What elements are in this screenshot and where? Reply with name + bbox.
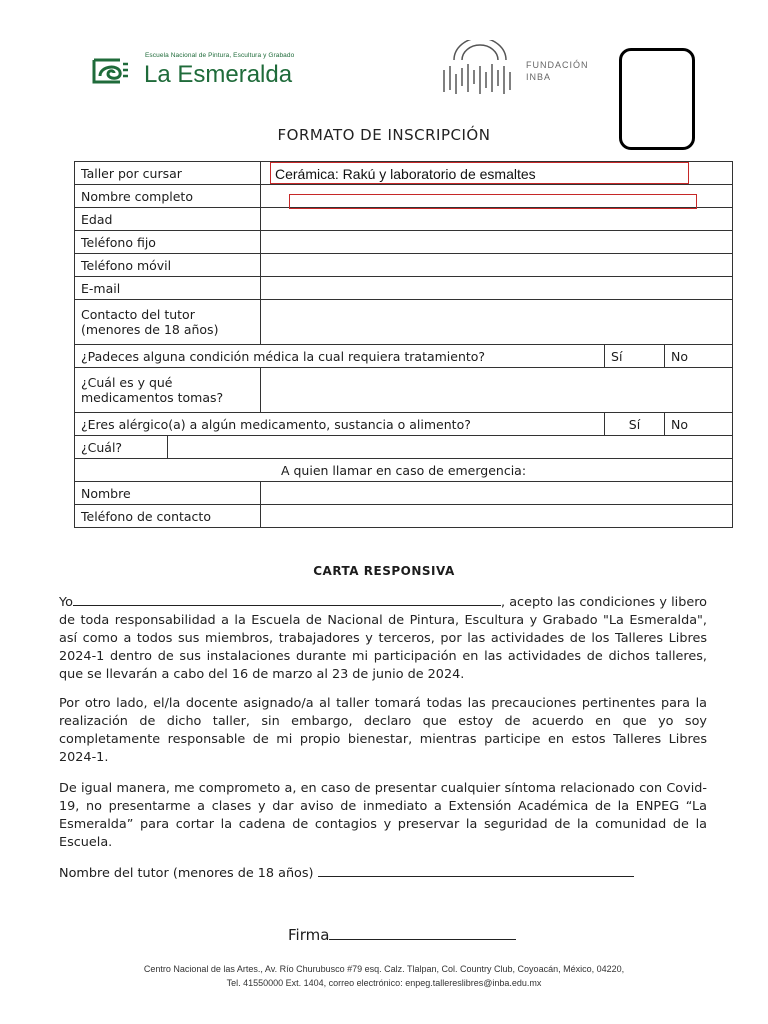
taller-label: Taller por cursar bbox=[75, 162, 261, 185]
row-em-nombre bbox=[75, 482, 733, 505]
row-cual bbox=[75, 436, 733, 459]
yo-label: Yo bbox=[59, 595, 73, 610]
email-label: E-mail bbox=[75, 277, 261, 300]
form-title: FORMATO DE INSCRIPCIÓN bbox=[277, 126, 491, 144]
edad-label: Edad bbox=[75, 208, 261, 231]
alergico-question: ¿Eres alérgico(a) a algún medicamento, sustancia o alimento? bbox=[75, 413, 605, 436]
esmeralda-logo bbox=[90, 48, 320, 96]
edad-field[interactable] bbox=[261, 208, 733, 231]
carta-title: CARTA RESPONSIVA bbox=[313, 564, 455, 578]
firma-row bbox=[288, 925, 516, 944]
inba-label: INBA bbox=[526, 72, 552, 82]
alergico-no-option[interactable]: No bbox=[665, 413, 733, 436]
firma-label: Firma bbox=[288, 926, 330, 944]
taller-input[interactable]: Cerámica: Rakú y laboratorio de esmaltes bbox=[270, 162, 689, 184]
condicion-si-option[interactable]: Sí bbox=[605, 345, 665, 368]
row-tutor bbox=[75, 300, 733, 345]
condicion-no-option[interactable]: No bbox=[665, 345, 733, 368]
inba-building-icon bbox=[440, 40, 520, 96]
tutor-name-line[interactable] bbox=[318, 864, 634, 877]
em-nombre-field[interactable] bbox=[261, 482, 733, 505]
condicion-question: ¿Padeces alguna condición médica la cual requiera tratamiento? bbox=[75, 345, 605, 368]
cual-label: ¿Cuál? bbox=[75, 436, 168, 459]
alergico-si-option[interactable]: Sí bbox=[605, 413, 665, 436]
em-telefono-label: Teléfono de contacto bbox=[75, 505, 261, 528]
tutor-contact-label: Contacto del tutor (menores de 18 años) bbox=[75, 300, 261, 345]
row-medicamentos bbox=[75, 368, 733, 413]
cual-field[interactable] bbox=[168, 436, 733, 459]
footer-contact: Tel. 41550000 Ext. 1404, correo electrónico: enpeg.tallereslibres@inba.edu.mx bbox=[226, 978, 542, 988]
tel-movil-label: Teléfono móvil bbox=[75, 254, 261, 277]
row-email bbox=[75, 277, 733, 300]
emergencia-heading: A quien llamar en caso de emergencia: bbox=[75, 459, 733, 482]
carta-paragraph-2: Por otro lado, el/la docente asignado/a al taller tomará todas las precauciones pertinentes para la realización de dicho taller, sin embargo, declaro que estoy de acuerdo en que yo soy completamente responsable de mi propio bienestar, mientras participe en estos Talleres Libres 2024-1. bbox=[59, 696, 707, 765]
tel-fijo-field[interactable] bbox=[261, 231, 733, 254]
tel-fijo-label: Teléfono fijo bbox=[75, 231, 261, 254]
tutor-contact-field[interactable] bbox=[261, 300, 733, 345]
row-edad bbox=[75, 208, 733, 231]
row-condicion bbox=[75, 345, 733, 368]
em-telefono-field[interactable] bbox=[261, 505, 733, 528]
row-em-telefono bbox=[75, 505, 733, 528]
nombre-label: Nombre completo bbox=[75, 185, 261, 208]
school-full-name: Escuela Nacional de Pintura, Escultura y Grabado bbox=[145, 52, 295, 59]
row-alergico bbox=[75, 413, 733, 436]
row-tel-movil bbox=[75, 254, 733, 277]
yo-name-line[interactable] bbox=[73, 592, 501, 606]
tel-movil-field[interactable] bbox=[261, 254, 733, 277]
carta-p1-text: , acepto las condiciones y libero de toda responsabilidad a la Escuela de Nacional de Pintura, Escultura y Grabado "La Esmeralda", así como a todos sus miembros, trabajadores y terceros, por las actividades de los Talleres Libres 2024-1 dentro de sus instalaciones durante mi participación en las actividades de dichos talleres, que se llevarán a cabo del 16 de marzo al 23 de junio de 2024. bbox=[59, 595, 707, 682]
registration-table bbox=[74, 161, 733, 528]
nombre-input[interactable] bbox=[289, 194, 697, 209]
fundacion-label: FUNDACIÓN bbox=[526, 60, 589, 70]
fundacion-inba-logo bbox=[440, 40, 610, 96]
tutor-signature-row bbox=[59, 864, 634, 881]
em-nombre-label: Nombre bbox=[75, 482, 261, 505]
esmeralda-logo-icon bbox=[90, 54, 130, 88]
tutor-name-label: Nombre del tutor (menores de 18 años) bbox=[59, 866, 314, 881]
school-name: La Esmeralda bbox=[144, 61, 293, 88]
carta-paragraph-3: De igual manera, me comprometo a, en caso de presentar cualquier síntoma relacionado con Covid-19, no presentarme a clases y dar aviso de inmediato a Extensión Académica de la ENPEG “La Esmeralda” para cortar la cadena de contagios y preservar la seguridad de la comunidad de la Escuela. bbox=[59, 781, 707, 850]
medicamentos-field[interactable] bbox=[261, 368, 733, 413]
medicamentos-label: ¿Cuál es y qué medicamentos tomas? bbox=[75, 368, 261, 413]
row-tel-fijo bbox=[75, 231, 733, 254]
firma-line[interactable] bbox=[329, 925, 516, 940]
carta-paragraph-1 bbox=[59, 592, 707, 684]
email-field[interactable] bbox=[261, 277, 733, 300]
row-emergencia bbox=[75, 459, 733, 482]
footer-address: Centro Nacional de las Artes., Av. Río Churubusco #79 esq. Calz. Tlalpan, Col. Country Club, Coyoacán, México, 04220, bbox=[143, 964, 625, 974]
